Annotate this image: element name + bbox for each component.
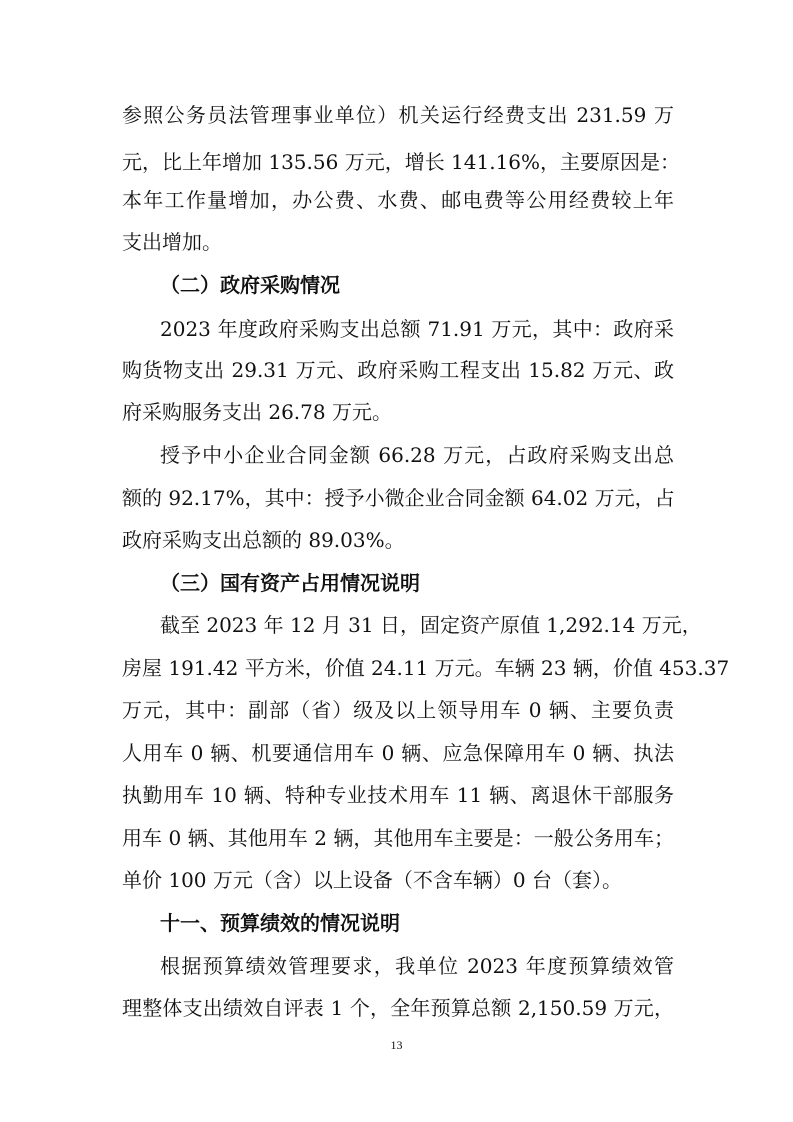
section-heading: 十一、预算绩效的情况说明 bbox=[160, 911, 400, 935]
body-text-line: 房屋 191.42 平方米，价值 24.11 万元。车辆 23 辆，价值 453.37 bbox=[122, 656, 730, 680]
section-heading: （二）政府采购情况 bbox=[160, 273, 340, 297]
body-text-line: 政府采购支出总额的 89.03%。 bbox=[122, 528, 405, 552]
body-text-line: 万元，其中：副部（省）级及以上领导用车 0 辆、主要负责 bbox=[122, 698, 674, 722]
body-text-line: 本年工作量增加，办公费、水费、邮电费等公用经费较上年 bbox=[122, 188, 674, 212]
body-text-line: 支出增加。 bbox=[122, 230, 222, 254]
body-text-line: 人用车 0 辆、机要通信用车 0 辆、应急保障用车 0 辆、执法 bbox=[122, 741, 674, 765]
section-heading: （三）国有资产占用情况说明 bbox=[160, 571, 420, 595]
body-text-line: 元，比上年增加 135.56 万元，增长 141.16%，主要原因是： bbox=[122, 150, 681, 174]
page-number: 13 bbox=[390, 1038, 403, 1052]
body-text-line: 理整体支出绩效自评表 1 个，全年预算总额 2,150.59 万元， bbox=[122, 996, 674, 1020]
body-text-line: 授予中小企业合同金额 66.28 万元，占政府采购支出总 bbox=[160, 443, 674, 467]
body-text-line: 参照公务员法管理事业单位）机关运行经费支出 231.59 万 bbox=[122, 103, 674, 127]
body-text-line: 府采购服务支出 26.78 万元。 bbox=[122, 400, 392, 424]
body-text-line: 2023 年度政府采购支出总额 71.91 万元，其中：政府采 bbox=[160, 317, 674, 341]
body-text-line: 购货物支出 29.31 万元、政府采购工程支出 15.82 万元、政 bbox=[122, 358, 674, 382]
body-text-line: 用车 0 辆、其他用车 2 辆，其他用车主要是：一般公务用车； bbox=[122, 826, 674, 850]
body-text-line: 额的 92.17%，其中：授予小微企业合同金额 64.02 万元，占 bbox=[122, 486, 675, 510]
body-text-line: 单价 100 万元（含）以上设备（不含车辆）0 台（套）。 bbox=[122, 868, 622, 892]
body-text-line: 执勤用车 10 辆、特种专业技术用车 11 辆、离退休干部服务 bbox=[122, 783, 674, 807]
body-text-line: 根据预算绩效管理要求，我单位 2023 年度预算绩效管 bbox=[160, 954, 674, 978]
body-text-line: 截至 2023 年 12 月 31 日，固定资产原值 1,292.14 万元， bbox=[160, 613, 702, 637]
